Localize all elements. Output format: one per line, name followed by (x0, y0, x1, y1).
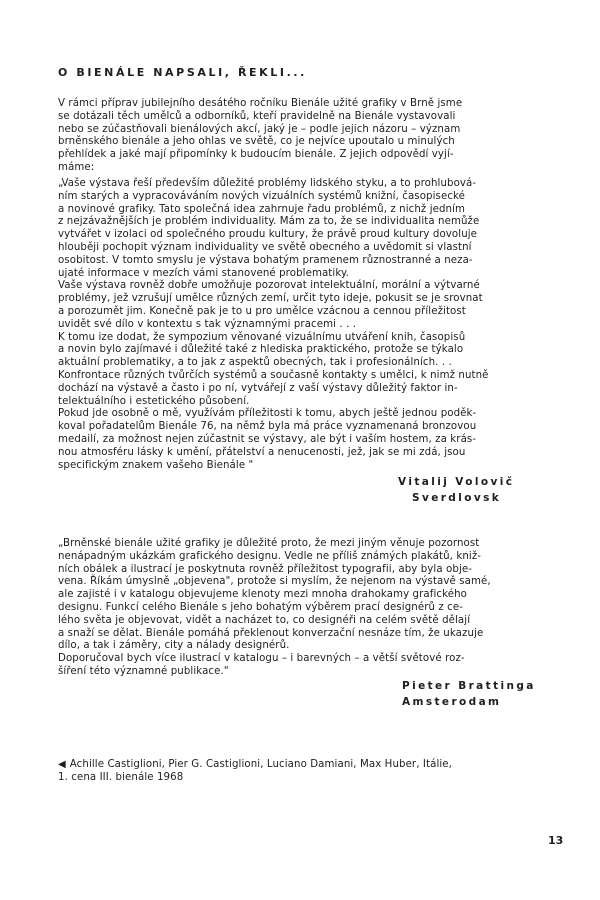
caption-line (58, 758, 562, 771)
quote-brattinga-line: ních obálek a ilustrací je poskytnuta rovněž příležitost typografii, aby byla obje- (58, 563, 473, 575)
arrow-left-icon: ◀ (58, 759, 66, 770)
quote-brattinga (58, 538, 562, 679)
quote-brattinga-line: ale zajisté i v katalogu objevujeme klenoty mezi mnoha drahokamy grafického (58, 589, 467, 601)
quote-volovic-line: uvidět své dílo v kontextu s tak významnými pracemi . . . (58, 318, 357, 330)
quote-volovic-line: „Vaše výstava řeší především důležité problémy lidského styku, a to prohlubová- (58, 178, 477, 189)
quote-brattinga-line: šíření této významné publikace." (58, 665, 229, 677)
quote-volovic-line: K tomu ize dodat, že sympozium věnované vizuálnímu utváření knih, časopisů (58, 331, 466, 343)
intro-line: brněnského bienále a jeho ohlas ve světě, co je nejvíce upoutalo u minulých (58, 136, 455, 148)
quote-brattinga-line: lého světa je objevovat, vidět a nacházet to, co designéři na celém světě dělají (58, 614, 471, 626)
quote-volovic-line: telektuálního i estetického působení. (58, 395, 250, 407)
quote-volovic-line: problémy, jež vzrušují umělce různých zemí, určit tyto ideje, pokusit se je srovnat (58, 293, 483, 305)
intro-paragraph (58, 98, 562, 175)
intro-line: V rámci příprav jubilejního desátého ročníku Bienále užité grafiky v Brně jsme (58, 98, 463, 109)
quote-volovic-line: koval pořadatelům Bienále 76, na němž byla má práce vyznamenaná bronzovou (58, 421, 477, 433)
quote-volovic-line: Pokud jde osobně o mě, využívám příležitosti k tomu, abych ještě jednou poděk- (58, 408, 477, 420)
author-city-brattinga: Amsterodam (402, 696, 502, 708)
caption-line: 1. cena III. bienále 1968 (58, 772, 184, 783)
quote-volovic-line: nou atmosféru lásky k umění, přátelství a nenucenosti, jež, jak se mi zdá, jsou (58, 446, 466, 458)
quote-volovic-line: ním starých a vypracováváním nových vizuálních systémů knižní, časopisecké (58, 190, 466, 202)
intro-line: máme: (58, 161, 95, 173)
quote-brattinga-line: Doporučoval bych více ilustrací v katalogu – i barevných – a větší světové roz- (58, 653, 465, 665)
author-name-brattinga: Pieter Brattinga (402, 680, 536, 692)
page-heading: O BIENÁLE NAPSALI, ŘEKLI... (58, 66, 307, 79)
author-city-volovic: Sverdlovsk (412, 492, 502, 504)
quote-brattinga-line: nenápadným ukázkám grafického designu. Vedle ne příliš známých plakátů, kniž- (58, 550, 482, 562)
quote-volovic-line: Vaše výstava rovněž dobře umožňuje pozorovat intelektuální, morální a výtvarné (58, 280, 480, 292)
quote-brattinga-line: designu. Funkcí celého Bienále s jeho bohatým výběrem prací designérů z ce- (58, 601, 464, 613)
quote-volovic-line: medailí, za možnost nejen zúčastnit se výstavy, ale být i vaším hostem, za krás- (58, 433, 477, 445)
intro-line: se dotázali těch umělců a odborníků, kteří pravidelně na Bienále vystavovali (58, 110, 456, 122)
quote-volovic-line: specifickým znakem vašeho Bienále " (58, 459, 254, 471)
quote-volovic-line: a novin bylo zajímavé i důležité také z hlediska praktického, protože se týkalo (58, 344, 464, 356)
quote-volovic-line: aktuální problematiky, a to jak z aspektů obecných, tak i profesionálních. . . (58, 357, 452, 369)
quote-volovic-line: Konfrontace různých tvůrčích systémů a současně kontakty s umělci, k nimž nutně (58, 369, 489, 381)
quote-volovic-line: vytvářet v izolaci od společného proudu kultury, že právě proud kultury dovoluje (58, 229, 478, 241)
quote-volovic-line: osobitost. V tomto smyslu je výstava bohatým pramenem různostranné a neza- (58, 254, 473, 266)
page-number: 13 (548, 834, 564, 847)
quote-volovic-line: hlouběji pochopit význam individuality ve světě obecného a uvědomit si vlastní (58, 241, 472, 253)
image-caption (58, 758, 562, 784)
caption-text: Achille Castiglioni, Pier G. Castiglioni, Luciano Damiani, Max Huber, Itálie, (69, 759, 453, 770)
quote-volovic-line: ujaté informace v mezích vámi stanovené problematiky. (58, 267, 349, 279)
quote-volovic (58, 178, 562, 472)
quote-volovic-line: z nejzávažnějších je problém individuality. Mám za to, že se individualita nemůže (58, 216, 480, 228)
intro-line: přehlídek a jaké mají připomínky k budoucím bienále. Z jejich odpovědí vyjí- (58, 149, 454, 161)
quote-volovic-line: dochází na výstavě a často i po ní, vytvářejí z vaší výstavy důležitý faktor in- (58, 382, 458, 394)
quote-brattinga-line: vena. Říkám úmyslně „objevena", protože si myslím, že nejenom na výstavě samé, (58, 576, 491, 588)
quote-brattinga-line: „Brněnské bienále užité grafiky je důležité proto, že mezi jiným věnuje pozornost (58, 538, 480, 549)
intro-line: nebo se zúčastňovali bienálových akcí, jaký je – podle jejich názoru – význam (58, 123, 461, 135)
quote-volovic-line: a porozumět jim. Konečně pak je to u pro umělce vzácnou a cennou příležitost (58, 305, 466, 317)
quote-volovic-line: a novinové grafiky. Tato společná idea zahrnuje řadu problémů, z nichž jedním (58, 203, 466, 215)
quote-brattinga-line: a snaží se dělat. Bienále pomáhá překlenout konverzační nesnáze tím, že ukazuje (58, 627, 484, 639)
author-name-volovic: Vitalij Volovič (398, 476, 515, 488)
quote-brattinga-line: dílo, a tak i záměry, city a nálady designérů. (58, 640, 290, 652)
